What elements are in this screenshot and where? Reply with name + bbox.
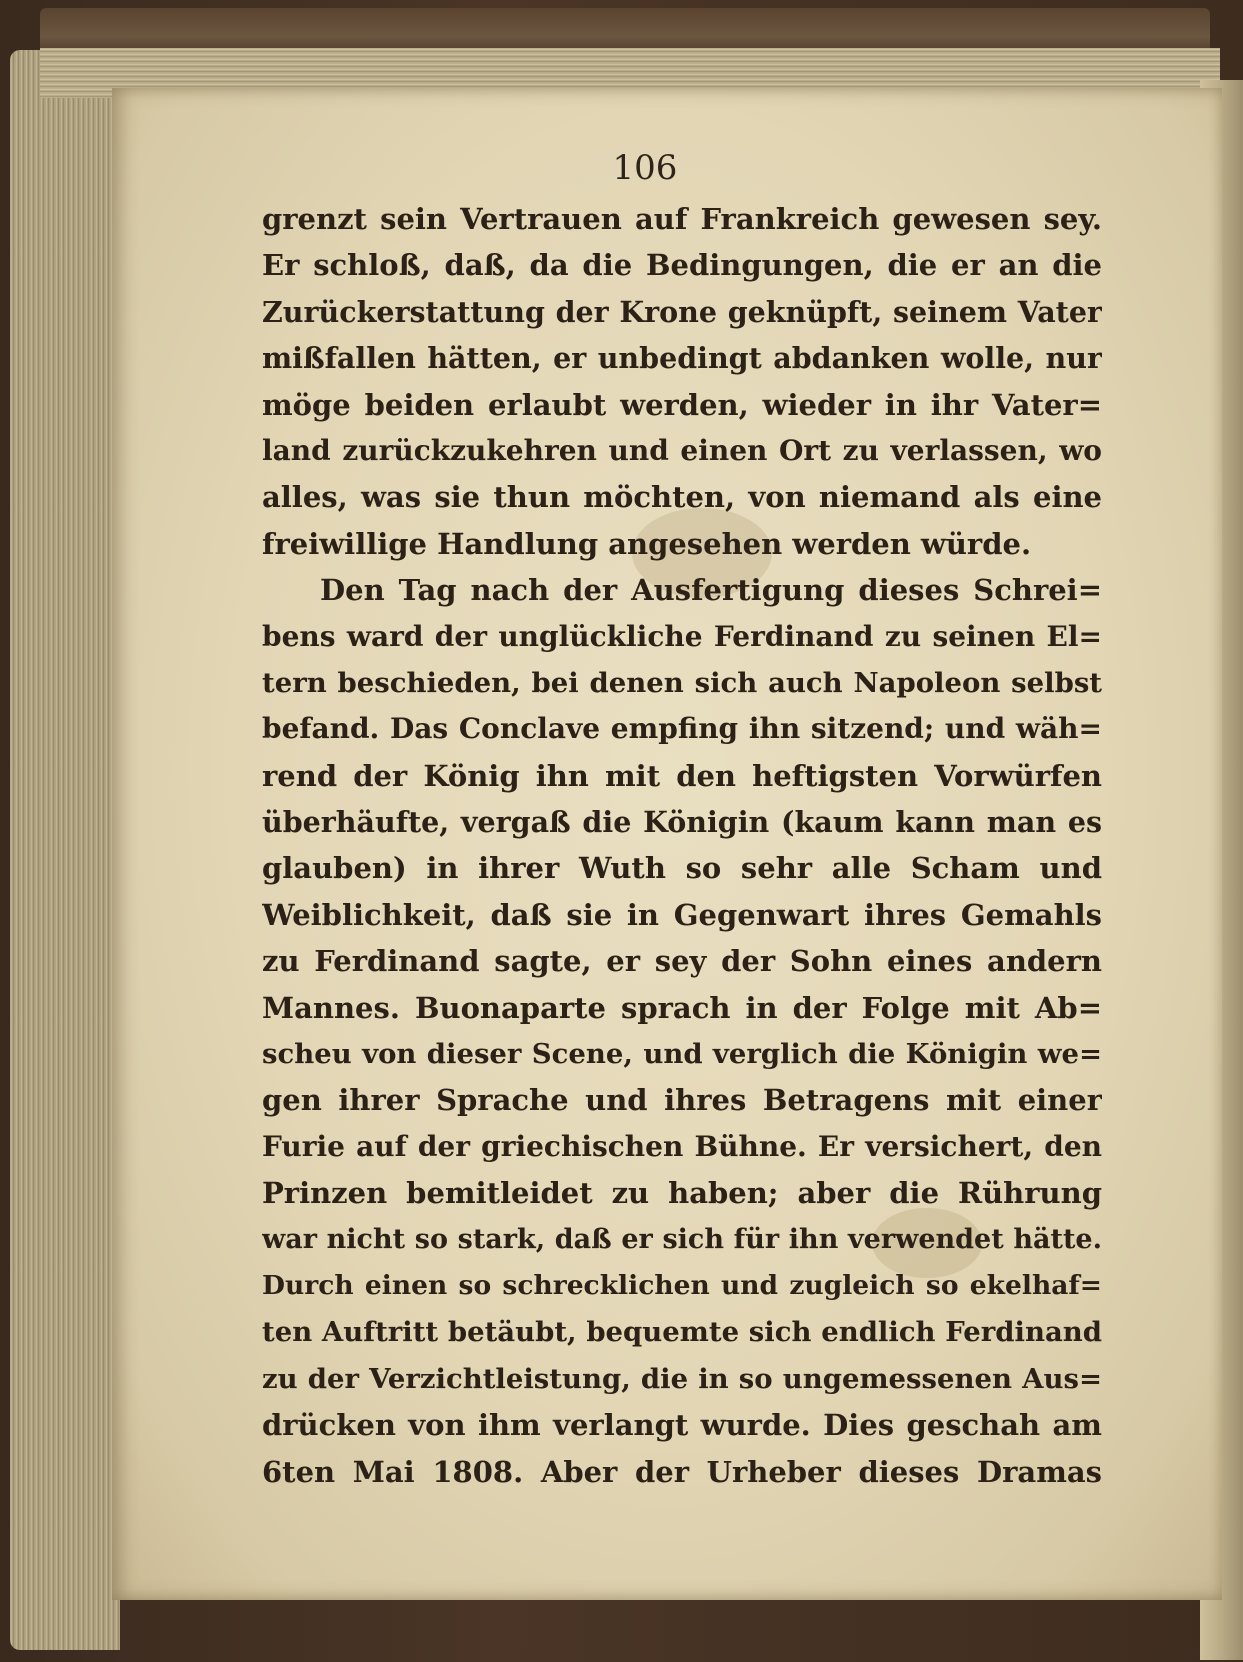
text-line: zu Ferdinand sagte, er sey der Sohn eines andern [262, 944, 1102, 979]
text-line: alles, was sie thun möchten, von niemand als eine [262, 480, 1102, 515]
text-line: 6ten Mai 1808. Aber der Urheber dieses Dramas [262, 1454, 1102, 1489]
text-line: Weiblichkeit, daß sie in Gegenwart ihres Gemahls [262, 897, 1102, 932]
text-line: ten Auftritt betäubt, bequemte sich endlich Ferdinand [262, 1316, 1102, 1349]
text-line: drücken von ihm verlangt wurde. Dies geschah am [262, 1408, 1102, 1443]
text-line: Er schloß, daß, da die Bedingungen, die er an die [262, 248, 1102, 283]
text-line: Mannes. Buonaparte sprach in der Folge mit Ab= [262, 990, 1102, 1025]
text-line: war nicht so stark, daß er sich für ihn verwendet hätte. [262, 1223, 1102, 1255]
text-line: Zurückerstattung der Krone geknüpft, seinem Vater [262, 294, 1102, 329]
text-line: grenzt sein Vertrauen auf Frankreich gewesen sey. [262, 202, 1102, 236]
text-line: land zurückzukehren und einen Ort zu verlassen, wo [262, 433, 1102, 467]
page-edges-left [10, 50, 120, 1650]
page-number: 106 [612, 148, 678, 188]
text-line: möge beiden erlaubt werden, wieder in ihr Vater= [262, 387, 1102, 422]
text-line: überhäufte, vergaß die Königin (kaum kann man es [262, 805, 1102, 840]
text-line: tern beschieden, bei denen sich auch Napoleon selbst [262, 666, 1102, 699]
text-line: befand. Das Conclave empfing ihn sitzend; und wäh= [262, 712, 1102, 746]
text-line: glauben) in ihrer Wuth so sehr alle Scham und [262, 851, 1102, 886]
text-line: zu der Verzichtleistung, die in so ungemessenen Aus= [262, 1362, 1102, 1395]
text-line: Prinzen bemitleidet zu haben; aber die Rührung [262, 1176, 1102, 1211]
page-text [262, 196, 1102, 1495]
text-line: Den Tag nach der Ausfertigung dieses Schrei= [320, 573, 1102, 608]
text-line: gen ihrer Sprache und ihres Betragens mit einer [262, 1083, 1102, 1118]
text-line: scheu von dieser Scene, und verglich die Königin we= [262, 1038, 1102, 1071]
text-line: Durch einen so schrecklichen und zugleich so ekelhaf= [262, 1269, 1102, 1301]
text-line: Furie auf der griechischen Bühne. Er versichert, den [262, 1129, 1102, 1163]
text-line: mißfallen hätten, er unbedingt abdanken wolle, nur [262, 341, 1102, 376]
text-line: rend der König ihn mit den heftigsten Vorwürfen [262, 758, 1102, 793]
text-line: freiwillige Handlung angesehen werden würde. [262, 526, 1032, 561]
text-line: bens ward der unglückliche Ferdinand zu seinen El= [262, 619, 1102, 653]
